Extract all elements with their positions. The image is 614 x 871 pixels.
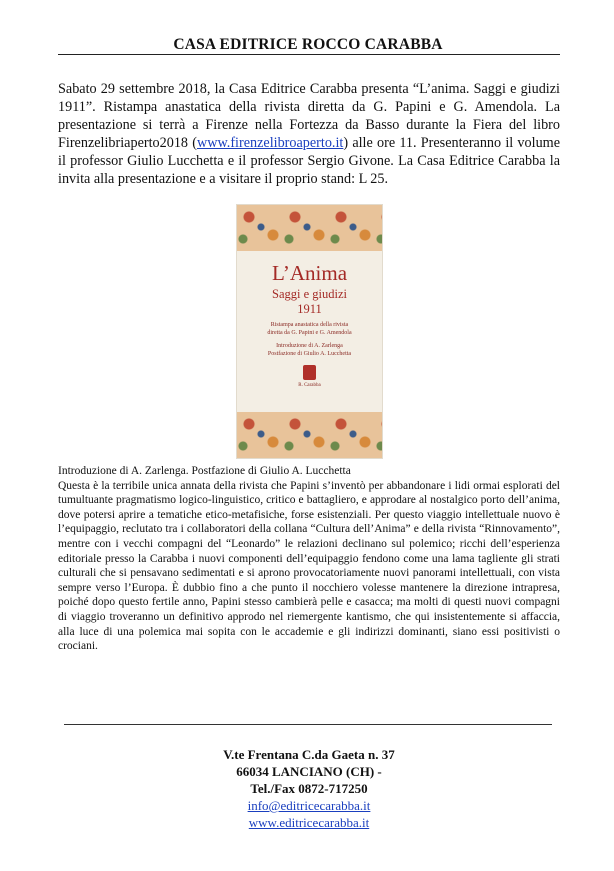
header-divider xyxy=(58,54,560,55)
cover-line-4: Postfazione di Giulio A. Lucchetta xyxy=(267,351,352,357)
email-link[interactable]: info@editricecarabba.it xyxy=(247,798,371,813)
footer-city: 66034 LANCIANO (CH) - xyxy=(236,764,382,779)
cover-line-2: diretta da G. Papini e G. Amendola xyxy=(267,330,352,336)
website-link[interactable]: www.editricecarabba.it xyxy=(248,815,370,830)
announcement-text-start: Sabato 29 settembre 2018, la Casa Editrice Carabba presenta “L’anima. Saggi e giudizi 1911”. Ristampa anastatica della rivista diretta da G. Papini e G. Amendola. La presentazione si terrà a Firenze nella Fortezza da Basso durante la Fiera del libro Firenzelibriaperto2018 ( xyxy=(58,81,560,151)
cover-publisher: R. Carabba xyxy=(298,383,321,388)
cover-subtitle-text: Saggi e giudizi xyxy=(272,287,347,301)
book-description xyxy=(58,464,560,654)
announcement-text-end: ) alle ore 11. Presenteranno il volume il professor Giulio Lucchetta e il professor Sergio Givone. La Casa Editrice Carabba la invita alla presentazione e a visitare il proprio stand: L 25. xyxy=(58,135,560,187)
cover-pattern-top xyxy=(237,205,382,251)
publisher-header: CASA EDITRICE ROCCO CARABBA xyxy=(173,36,443,53)
book-description-paragraph: Questa è la terribile unica annata della rivista che Papini s’inventò per abbandonare i lidi ormai esplorati del tumultuante pragmatismo logico-linguistico, critico e battagliero, e approdare al nostalgico porto dell’anima, dove potersi aprire a tematiche etico-metafisiche, forse esistenziali. Per questo viaggio intellettuale nuovo è l’equipaggio, reclutato tra i collaboratori della collana “Cultura dell’Anima” e della rivista “Rinnovamento”, mentre con i vecchi compagni del “Leonardo” le relazioni declinano sul polemico; ricchi dell’esperienza editoriale presso la Carabba i nuovi componenti dell’equipaggio fendono come una lama tagliente gli strati culturali che si pensavano sedimentati e si aprono provocatoriamente nuovi panorami intellettuali, con vista sempre verso l’Europa. È dubbio fino a che punto il nocchiero volesse mantenere la direzione intrapresa, poiché dopo questo fertile anno, Papini stesso cambierà pelle e casacca; ma molti di questi nuovi compagni di viaggio troveranno un definitivo approdo nel riemergente kantismo, che qui insistentemente si affaccia, alla luce di una polemica mai sopita con le accademie e gli indirizzi dominanti, siano essi positivisti o crociani. xyxy=(58,479,560,653)
cover-reprint-note xyxy=(237,321,382,337)
footer-divider xyxy=(64,724,552,725)
cover-subtitle xyxy=(237,287,382,317)
book-credits-caption: Introduzione di A. Zarlenga. Postfazione di Giulio A. Lucchetta xyxy=(58,465,351,477)
event-announcement xyxy=(58,80,560,188)
publisher-logo-icon xyxy=(303,365,316,380)
contact-footer xyxy=(58,746,560,831)
cover-line-3: Introduzione di A. Zarlenga xyxy=(276,343,343,349)
cover-credits xyxy=(237,342,382,358)
fair-website-link[interactable]: www.firenzelibroaperto.it xyxy=(196,135,344,151)
footer-address: V.te Frentana C.da Gaeta n. 37 xyxy=(223,747,395,762)
book-cover-image xyxy=(237,205,382,458)
cover-title: L’Anima xyxy=(271,261,348,285)
cover-year: 1911 xyxy=(297,302,322,316)
cover-pattern-bottom xyxy=(237,412,382,458)
footer-phone: Tel./Fax 0872-717250 xyxy=(250,781,368,796)
cover-line-1: Ristampa anastatica della rivista xyxy=(270,322,349,328)
